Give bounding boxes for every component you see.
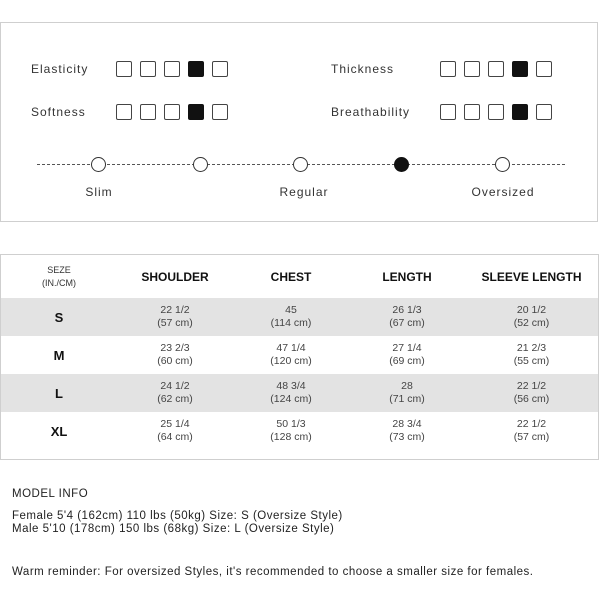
measurement-cell: 22 1/2 (56 cm) [465, 374, 598, 412]
column-header-sleeve-length: SLEEVE LENGTH [481, 269, 582, 284]
rating-box [164, 61, 180, 77]
measurement-cell: 45 (114 cm) [233, 298, 349, 336]
rating-thickness [440, 61, 552, 77]
rating-box [488, 104, 504, 120]
attribute-label-thickness: Thickness [331, 62, 395, 76]
fit-label-regular: Regular [279, 185, 329, 199]
rating-breathability [440, 104, 552, 120]
rating-box [116, 61, 132, 77]
size-chart-table [1, 255, 598, 450]
rating-box [140, 61, 156, 77]
size-cell: M [53, 347, 65, 363]
table-row [1, 336, 598, 374]
rating-box-selected [512, 104, 528, 120]
rating-box [464, 61, 480, 77]
rating-box-selected [188, 61, 204, 77]
rating-box-selected [512, 61, 528, 77]
measurement-cell: 50 1/3 (128 cm) [270, 418, 312, 443]
measurement-cell: 21 2/3 (55 cm) [513, 342, 550, 367]
fit-point-selected [394, 157, 409, 172]
measurement-cell: 22 1/2 (57 cm) [117, 298, 233, 336]
fit-point [91, 157, 106, 172]
rating-box [464, 104, 480, 120]
warm-reminder: Warm reminder: For oversized Styles, it's recommended to choose a smaller size for females. [12, 566, 534, 578]
rating-box [536, 61, 552, 77]
rating-elasticity [116, 61, 228, 77]
measurement-cell: 28 (71 cm) [349, 374, 465, 412]
table-row [1, 374, 598, 412]
model-info-title: MODEL INFO [12, 488, 89, 500]
rating-box [164, 104, 180, 120]
measurement-cell: 23 2/3 (60 cm) [157, 342, 193, 367]
model-info-female: Female 5'4 (162cm) 110 lbs (50kg) Size: S (Oversize Style) [12, 510, 343, 522]
table-row [1, 412, 598, 450]
measurement-cell: 24 1/2 (62 cm) [117, 374, 233, 412]
attribute-label-softness: Softness [31, 105, 86, 119]
size-chart-header-row [1, 255, 598, 298]
size-cell: L [1, 374, 117, 412]
attribute-label-breathability: Breathability [331, 105, 411, 119]
rating-box [440, 104, 456, 120]
rating-softness [116, 104, 228, 120]
rating-box [488, 61, 504, 77]
fit-label-oversized: Oversized [471, 185, 535, 199]
size-cell: XL [50, 423, 68, 439]
rating-box [116, 104, 132, 120]
measurement-cell: 28 3/4 (73 cm) [389, 418, 425, 443]
fit-point [193, 157, 208, 172]
size-column-header: SEZE (IN./CM) [42, 264, 76, 288]
fit-label-slim: Slim [85, 185, 113, 199]
size-cell: S [1, 298, 117, 336]
measurement-cell: 48 3/4 (124 cm) [233, 374, 349, 412]
measurement-cell: 47 1/4 (120 cm) [270, 342, 312, 367]
column-header-length: LENGTH [382, 269, 432, 284]
size-chart-panel [0, 254, 599, 460]
rating-box [440, 61, 456, 77]
measurement-cell: 25 1/4 (64 cm) [157, 418, 193, 443]
column-header-shoulder: SHOULDER [141, 269, 209, 284]
column-header-chest: CHEST [270, 269, 312, 284]
measurement-cell: 26 1/3 (67 cm) [349, 298, 465, 336]
rating-box [140, 104, 156, 120]
fabric-attributes-panel [0, 22, 598, 222]
fit-point [293, 157, 308, 172]
table-row [1, 298, 598, 336]
attribute-label-elasticity: Elasticity [31, 62, 89, 76]
model-info-male: Male 5'10 (178cm) 150 lbs (68kg) Size: L (Oversize Style) [12, 523, 335, 535]
fit-point [495, 157, 510, 172]
measurement-cell: 20 1/2 (52 cm) [465, 298, 598, 336]
measurement-cell: 27 1/4 (69 cm) [389, 342, 425, 367]
rating-box [212, 61, 228, 77]
rating-box-selected [188, 104, 204, 120]
rating-box [212, 104, 228, 120]
rating-box [536, 104, 552, 120]
measurement-cell: 22 1/2 (57 cm) [513, 418, 550, 443]
